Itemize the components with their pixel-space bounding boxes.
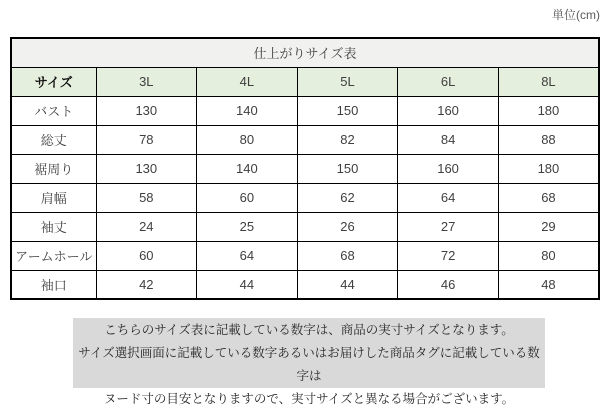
row-label: 肩幅 <box>11 183 96 212</box>
cell-value: 150 <box>297 96 398 125</box>
row-label: 総丈 <box>11 125 96 154</box>
cell-value: 68 <box>498 183 599 212</box>
table-title-row <box>11 38 599 67</box>
table-row-bust <box>11 96 599 125</box>
table-row-sleeve-length <box>11 212 599 241</box>
cell-value: 58 <box>96 183 197 212</box>
cell-value: 60 <box>197 183 298 212</box>
cell-value: 160 <box>398 154 499 183</box>
cell-value: 150 <box>297 154 398 183</box>
cell-value: 88 <box>498 125 599 154</box>
cell-value: 25 <box>197 212 298 241</box>
cell-value: 130 <box>96 96 197 125</box>
cell-value: 80 <box>498 241 599 270</box>
cell-value: 42 <box>96 270 197 299</box>
cell-value: 60 <box>96 241 197 270</box>
cell-value: 26 <box>297 212 398 241</box>
cell-value: 80 <box>197 125 298 154</box>
column-header-size: サイズ <box>11 67 96 96</box>
cell-value: 180 <box>498 154 599 183</box>
note-line: サイズ選択画面に記載している数字あるいはお届けした商品タグに記載している数字は <box>78 346 540 383</box>
cell-value: 140 <box>197 154 298 183</box>
row-label: アームホール <box>11 241 96 270</box>
cell-value: 160 <box>398 96 499 125</box>
cell-value: 24 <box>96 212 197 241</box>
size-table <box>10 37 600 300</box>
row-label: 袖丈 <box>11 212 96 241</box>
size-note-box <box>73 318 545 406</box>
cell-value: 72 <box>398 241 499 270</box>
cell-value: 44 <box>297 270 398 299</box>
table-row-total-length <box>11 125 599 154</box>
table-row-armhole <box>11 241 599 270</box>
cell-value: 44 <box>197 270 298 299</box>
cell-value: 78 <box>96 125 197 154</box>
cell-value: 130 <box>96 154 197 183</box>
note-line: こちらのサイズ表に記載している数字は、商品の実寸サイズとなります。 <box>104 323 514 337</box>
row-label: バスト <box>11 96 96 125</box>
cell-value: 27 <box>398 212 499 241</box>
unit-label: 単位(cm) <box>552 8 600 22</box>
table-header-row <box>11 67 599 96</box>
row-label: 裾周り <box>11 154 96 183</box>
column-header-6l: 6L <box>398 67 499 96</box>
table-row-shoulder <box>11 183 599 212</box>
cell-value: 180 <box>498 96 599 125</box>
cell-value: 84 <box>398 125 499 154</box>
cell-value: 68 <box>297 241 398 270</box>
cell-value: 46 <box>398 270 499 299</box>
column-header-8l: 8L <box>498 67 599 96</box>
cell-value: 140 <box>197 96 298 125</box>
cell-value: 29 <box>498 212 599 241</box>
table-title: 仕上がりサイズ表 <box>11 38 599 67</box>
column-header-5l: 5L <box>297 67 398 96</box>
cell-value: 48 <box>498 270 599 299</box>
cell-value: 64 <box>197 241 298 270</box>
column-header-4l: 4L <box>197 67 298 96</box>
cell-value: 82 <box>297 125 398 154</box>
cell-value: 62 <box>297 183 398 212</box>
table-row-cuff <box>11 270 599 299</box>
note-line: ヌード寸の目安となりますので、実寸サイズと異なる場合がございます。 <box>103 392 515 406</box>
row-label: 袖口 <box>11 270 96 299</box>
column-header-3l: 3L <box>96 67 197 96</box>
cell-value: 64 <box>398 183 499 212</box>
table-row-hem <box>11 154 599 183</box>
